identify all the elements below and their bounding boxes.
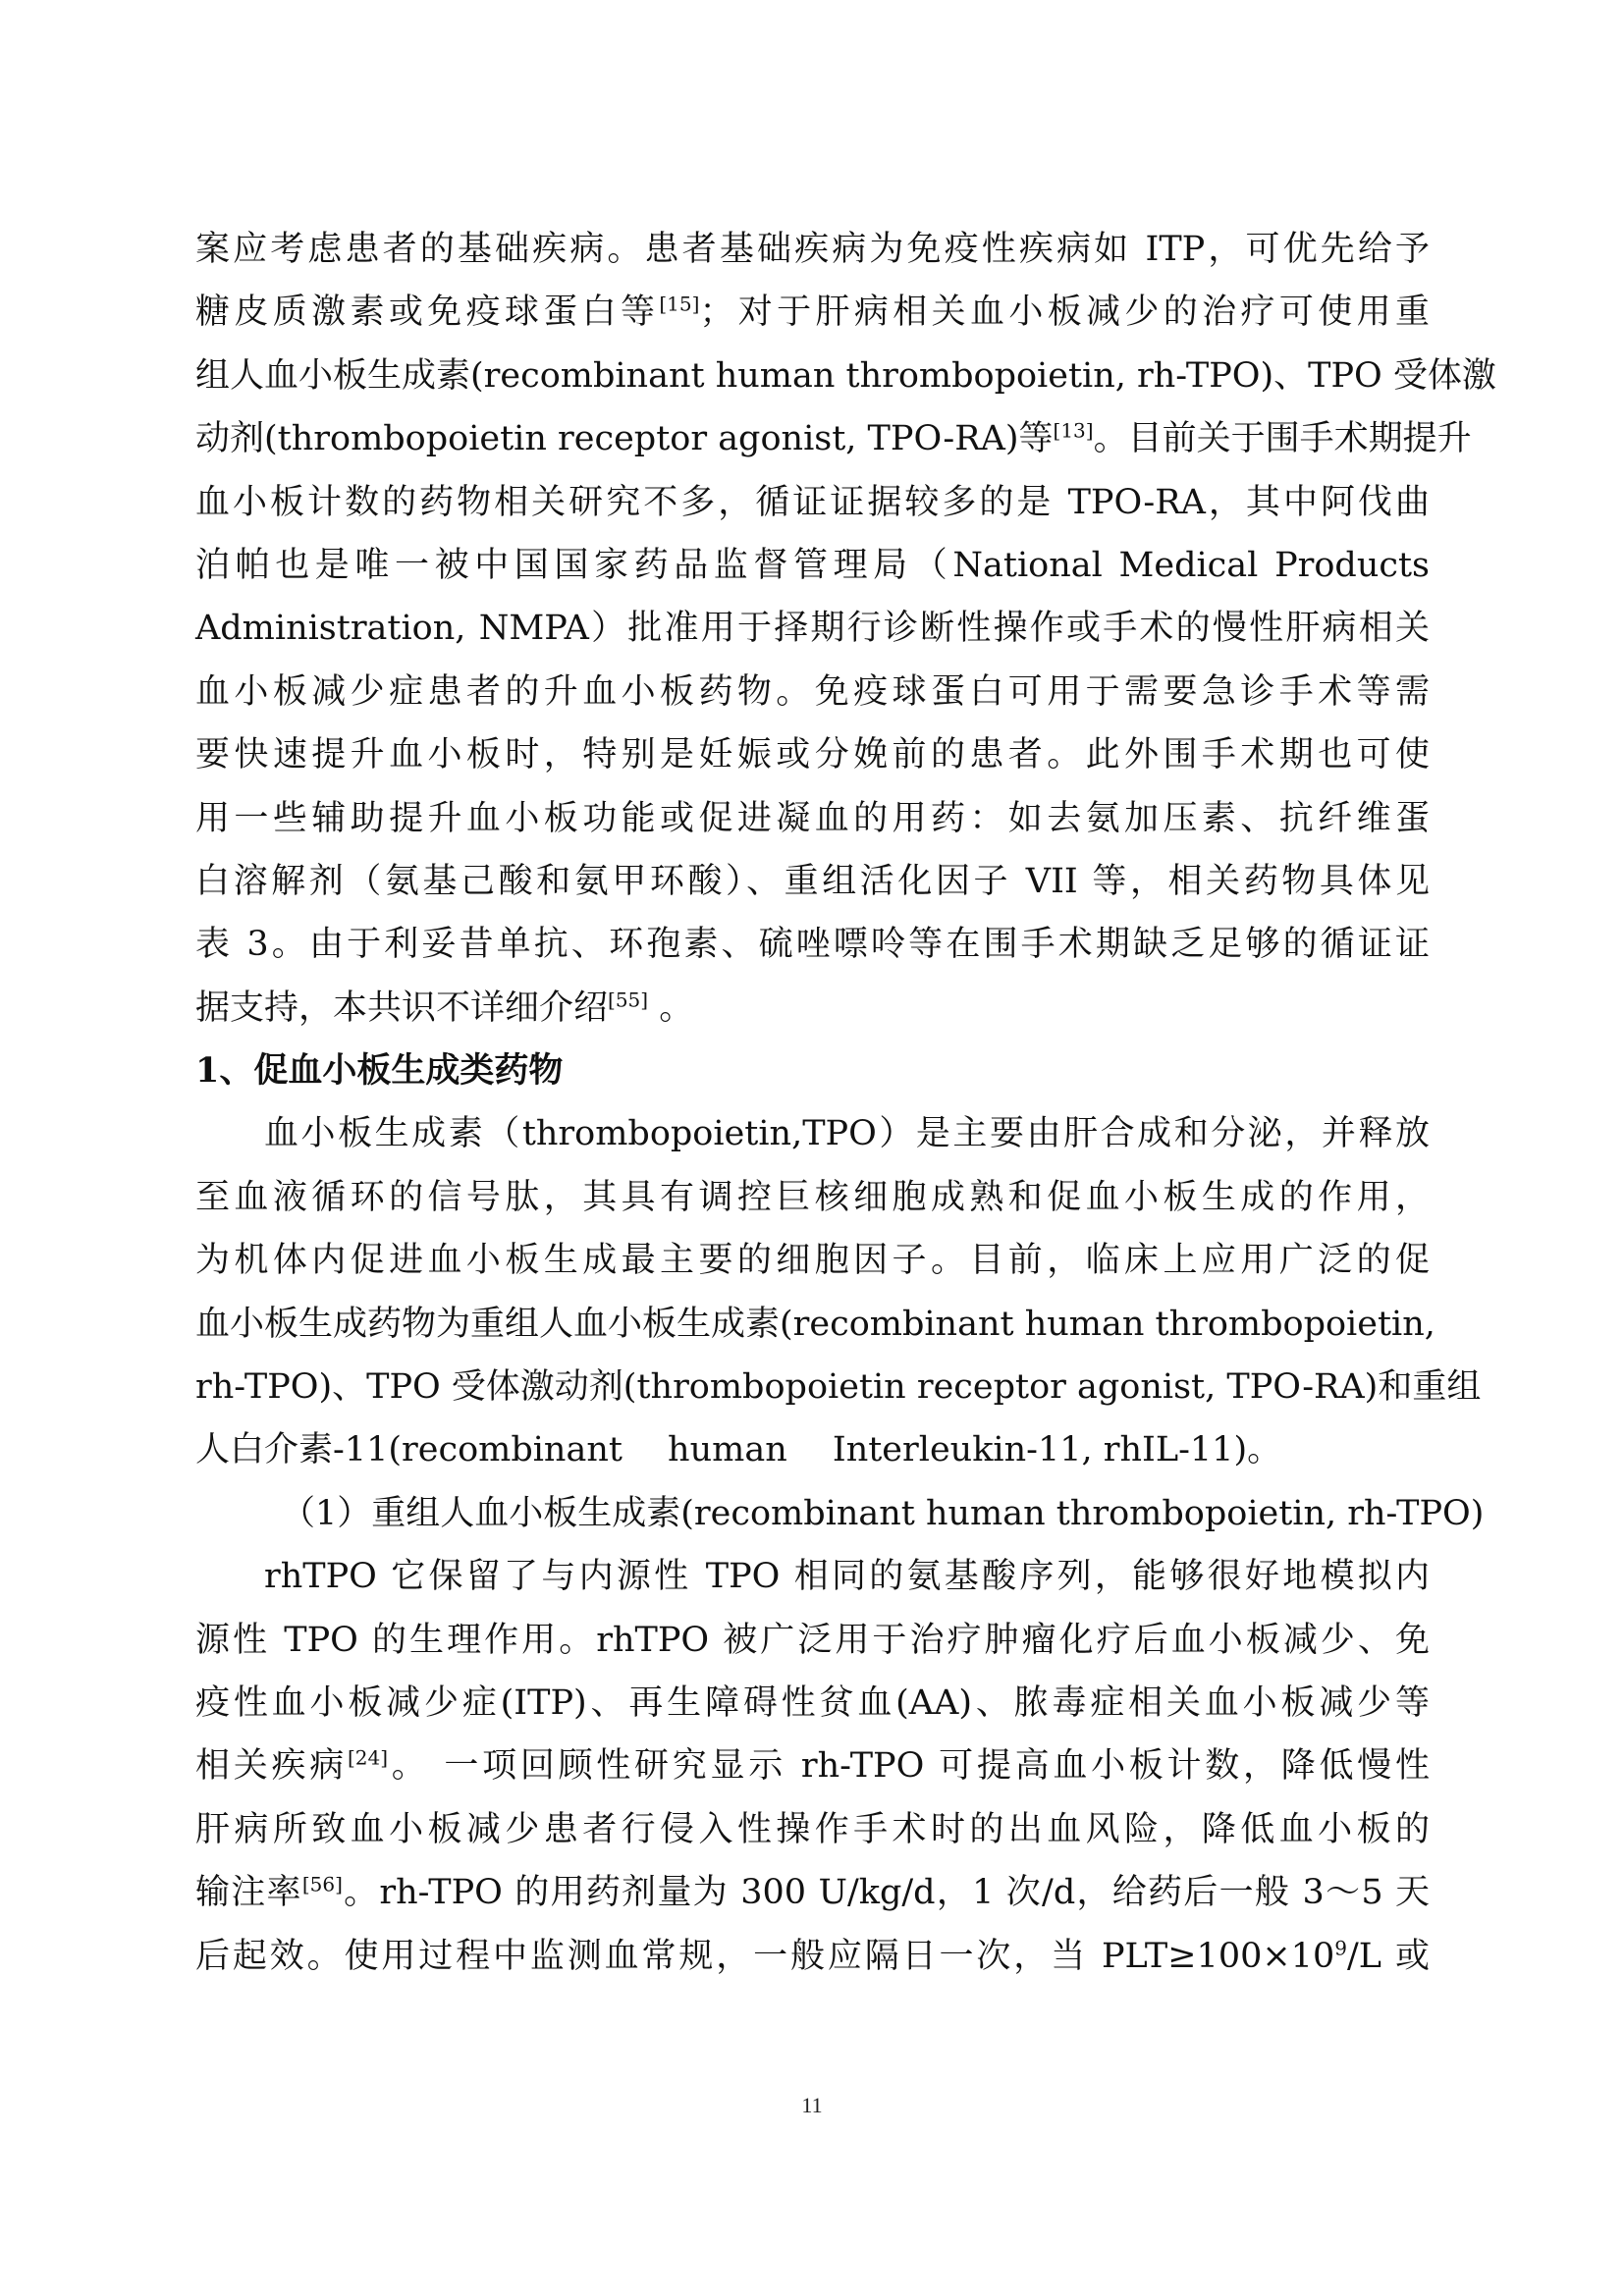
text-line [195,1925,1430,1988]
text-line [195,1166,1430,1229]
text-run: 组人血小板生成素(recombinant human thrombopoietin, rh-TPO)、TPO 受体激 [195,355,1496,396]
document-body [195,218,1496,1988]
text-run: 肝病所致血小板减少患者行侵入性操作手术时的出血风险，降低血小板的 [195,1809,1430,1849]
text-line [195,407,1472,470]
text-run: 案应考虑患者的基础疾病。患者基础疾病为免疫性疾病如 ITP，可优先给予 [195,230,1430,269]
text-line [195,534,1430,597]
text-line [195,1672,1430,1735]
text-run: 表 3。由于利妥昔单抗、环孢素、硫唑嘌呤等在围手术期缺乏足够的循证证 [195,925,1430,965]
text-run: 为机体内促进血小板生成最主要的细胞因子。目前，临床上应用广泛的促 [195,1241,1430,1281]
text-line [195,1861,1430,1924]
superscript: [55] [608,988,649,1012]
text-line [195,1293,1435,1356]
text-run: 后起效。使用过程中监测血常规，一般应隔日一次，当 PLT≥100×10 [195,1936,1335,1976]
text-run: 。rh-TPO 的用药剂量为 300 U/kg/d，1 次/d，给药后一般 3～5 天 [342,1873,1430,1913]
text-run: 源性 TPO 的生理作用。rhTPO 被广泛用于治疗肿瘤化疗后血小板减少、免 [195,1620,1430,1660]
superscript: 9 [1334,1935,1347,1959]
text-line [195,597,1430,660]
text-run: /L 或 [1346,1936,1430,1976]
text-run: 血小板生成素（thrombopoietin,TPO）是主要由肝合成和分泌，并释放 [264,1114,1430,1154]
text-run: 1、促血小板生成类药物 [195,1050,564,1092]
text-run: 至血液循环的信号肽，其具有调控巨核细胞成熟和促血小板生成的作用， [195,1177,1430,1217]
text-run: 血小板减少症患者的升血小板药物。免疫球蛋白可用于需要急诊手术等需 [195,671,1430,712]
text-line [195,913,1430,976]
superscript: [56] [301,1872,343,1896]
text-line [195,850,1430,913]
text-line [195,723,1430,786]
text-line [195,345,1496,407]
text-run: 。 一项回顾性研究显示 rh-TPO 可提高血小板计数，降低慢性 [388,1746,1430,1787]
text-run: 输注率 [195,1873,302,1913]
text-line [195,1482,1485,1545]
text-line [195,1418,1430,1481]
text-run: 用一些辅助提升血小板功能或促进凝血的用药：如去氨加压素、抗纤维蛋 [195,798,1430,838]
text-run: 人白介素-11(recombinant human Interleukin-11, rhIL-11)。 [195,1430,1282,1470]
text-line [195,1798,1430,1861]
text-run: （1）重组人血小板生成素(recombinant human thrombopoietin, rh-TPO) [281,1493,1485,1533]
text-line [195,977,1430,1040]
text-line [195,1545,1430,1608]
text-run: 相关疾病 [195,1746,348,1787]
text-run: 血小板计数的药物相关研究不多，循证证据较多的是 TPO-RA，其中阿伐曲 [195,482,1430,522]
superscript: [24] [347,1745,389,1770]
text-line [195,661,1430,723]
text-run: 白溶解剂（氨基己酸和氨甲环酸）、重组活化因子 VII 等，相关药物具体见 [195,861,1430,901]
text-run: rh-TPO)、TPO 受体激动剂(thrombopoietin receptor agonist, TPO-RA)和重组 [195,1367,1482,1408]
text-run: 要快速提升血小板时，特别是妊娠或分娩前的患者。此外围手术期也可使 [195,735,1430,775]
text-line [195,1229,1430,1292]
text-line [195,471,1430,534]
text-run: 动剂(thrombopoietin receptor agonist, TPO-RA)等 [195,419,1054,459]
text-run: 。 [648,988,694,1028]
text-line [195,1609,1430,1672]
text-line [195,218,1430,281]
text-run: 。目前关于围手术期提升 [1093,419,1472,459]
text-run: 泊帕也是唯一被中国国家药品监督管理局（National Medical Products [195,545,1430,585]
text-line [195,787,1430,850]
text-line [195,1735,1430,1797]
text-run: 血小板生成药物为重组人血小板生成素(recombinant human thrombopoietin, [195,1304,1435,1344]
text-run: 疫性血小板减少症(ITP)、再生障碍性贫血(AA)、脓毒症相关血小板减少等 [195,1682,1430,1723]
text-run: rhTPO 它保留了与内源性 TPO 相同的氨基酸序列，能够很好地模拟内 [264,1557,1430,1597]
text-line [195,281,1430,344]
text-run: Administration, NMPA）批准用于择期行诊断性操作或手术的慢性肝病相关 [195,609,1430,649]
text-run: ；对于肝病相关血小板减少的治疗可使用重 [699,293,1430,333]
text-run: 糖皮质激素或免疫球蛋白等 [195,293,660,333]
text-run: 据支持，本共识不详细介绍 [195,988,609,1028]
page-number: 11 [801,2093,823,2117]
superscript: [13] [1053,418,1094,443]
text-line [195,1356,1482,1418]
text-line [195,1102,1430,1165]
superscript: [15] [659,292,700,316]
section-heading [195,1040,1430,1102]
